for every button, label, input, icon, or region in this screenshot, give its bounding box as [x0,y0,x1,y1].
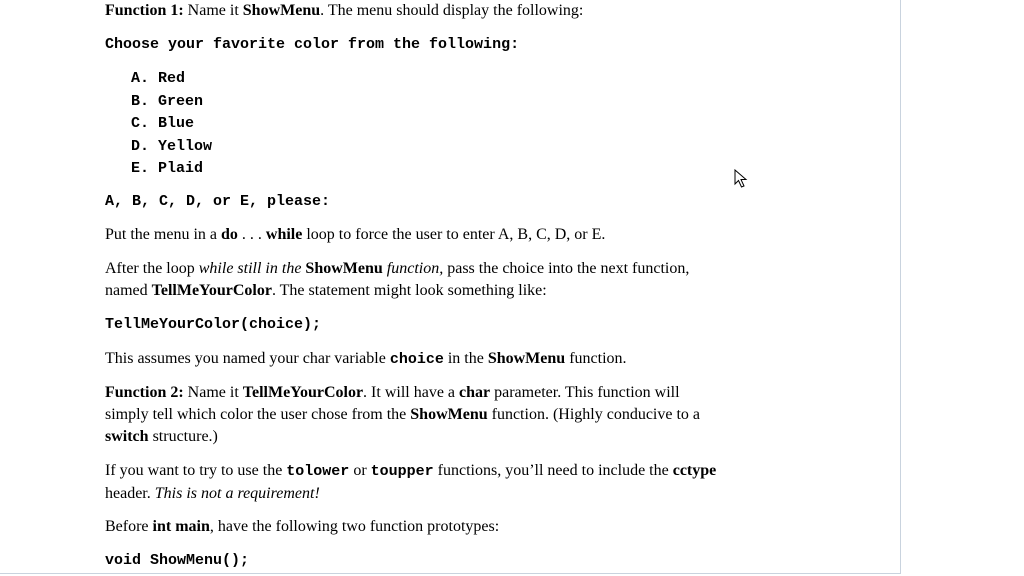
before-main-paragraph [105,516,499,538]
text-span: function. [565,350,627,367]
text-span: After the loop [105,260,199,277]
showmenu-name: ShowMenu [487,350,566,367]
loop-paragraph [105,224,605,246]
italic-span: function, [386,260,444,277]
choice-prompt: A, B, C, D, or E, please: [105,193,331,210]
function2-paragraph [105,382,700,448]
option-d: D. Yellow [131,137,213,155]
while-keyword: while [265,226,303,243]
text-span: named [105,282,152,299]
text-span: If you want to try to use the [105,462,287,479]
text-span: Name it [183,384,243,401]
text-span: , have the following two function prototypes: [209,518,500,535]
text-span: simply tell which color the user chose from the [105,406,411,423]
option-a: A. Red [131,70,186,87]
tolower-function: tolower [286,463,350,480]
text-span: Before [105,518,153,535]
function2-label: Function 2: [105,384,184,401]
text-span: . The statement might look something like: [271,282,547,299]
text-span: . It will have a [363,384,460,401]
function1-paragraph [105,0,583,22]
assumes-paragraph [105,348,627,371]
statement-code: TellMeYourColor(choice); [105,316,322,333]
after-loop-paragraph [105,258,689,302]
text-span: parameter. This function will [490,384,680,401]
showmenu-name: ShowMenu [242,2,321,19]
italic-span: while still in the [198,260,302,277]
menu-prompt: Choose your favorite color from the following: [105,36,520,53]
not-requirement-note: This is not a requirement! [154,485,320,502]
option-c: C. Blue [131,115,195,132]
int-main-keyword: int main [152,518,210,535]
choice-variable: choice [389,351,444,368]
text-span: header. [105,485,155,502]
option-e: E. Plaid [131,160,204,177]
text-span: function. (Highly conducive to a [487,406,701,423]
toupper-function: toupper [370,463,434,480]
cctype-header: cctype [672,462,717,479]
text-span: or [349,462,371,479]
text-span: loop to force the user to enter A, B, C, D, or E. [302,226,606,243]
text-span: in the [443,350,488,367]
text-span: . The menu should display the following: [320,2,584,19]
color-options-list [131,68,212,181]
do-keyword: do [220,226,238,243]
text-span: structure.) [148,428,218,445]
text-span: pass the choice into the next function, [443,260,690,277]
text-span: . . . [237,226,266,243]
text-span: Put the menu in a [105,226,221,243]
switch-keyword: switch [105,428,149,445]
text-span: Name it [183,2,243,19]
tellmeyourcolor-name: TellMeYourColor [242,384,364,401]
char-keyword: char [459,384,491,401]
functions-paragraph [105,460,716,505]
text-span: This assumes you named your char variable [105,350,390,367]
showmenu-name: ShowMenu [305,260,383,277]
option-b: B. Green [131,92,204,110]
prototype-code: void ShowMenu(); [105,552,250,569]
showmenu-name: ShowMenu [410,406,488,423]
function1-label: Function 1: [105,2,184,19]
text-span: functions, you’ll need to include the [433,462,673,479]
mouse-pointer-icon [734,169,748,189]
tellmeyourcolor-name: TellMeYourColor [151,282,272,299]
